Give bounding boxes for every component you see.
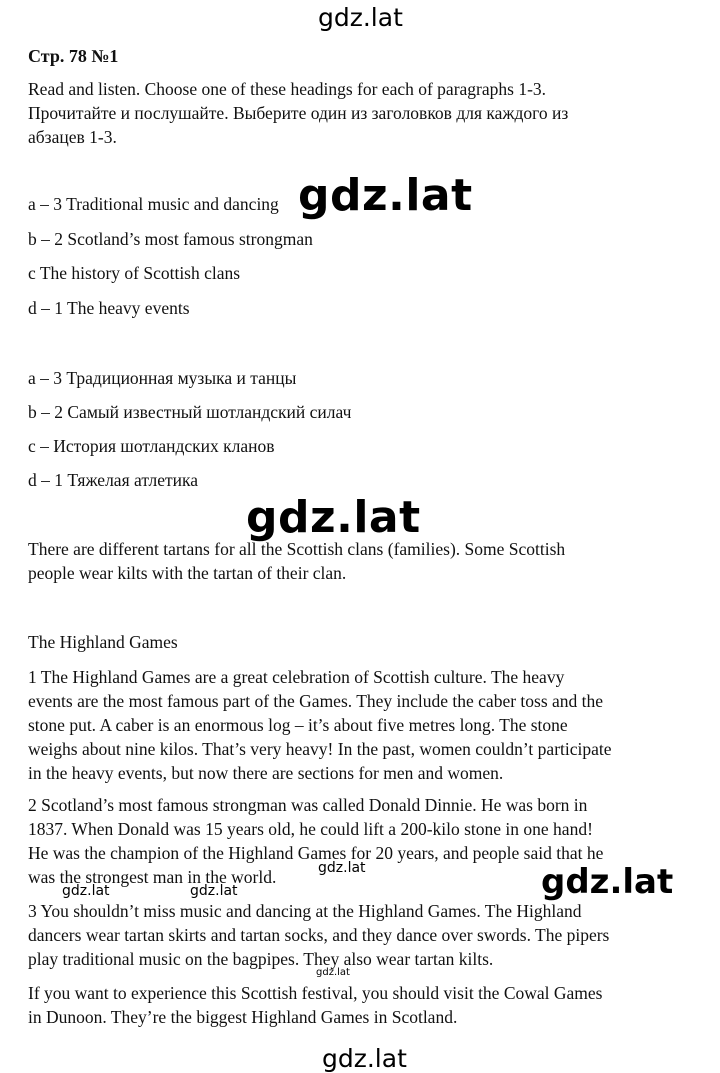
closing-paragraph xyxy=(28,981,602,1029)
paragraph-line: 2 Scotland’s most famous strongman was called Donald Dinnie. He was born in xyxy=(28,795,588,815)
paragraph-line: in the heavy events, but now there are sections for men and women. xyxy=(28,763,504,783)
instruction xyxy=(28,77,568,149)
paragraph-line: play traditional music on the bagpipes. They also wear tartan kilts. xyxy=(28,949,494,969)
watermark-small-3: gdz.lat xyxy=(190,883,238,899)
watermark-big-2: gdz.lat xyxy=(246,492,421,543)
watermark-small-1: gdz.lat xyxy=(318,860,366,876)
watermark-right: gdz.lat xyxy=(541,862,674,902)
answer-en-b: b – 2 Scotland’s most famous strongman xyxy=(28,229,313,249)
instruction-line: Прочитайте и послушайте. Выберите один из заголовков для каждого из xyxy=(28,103,569,123)
answer-ru-b: b – 2 Самый известный шотландский силач xyxy=(28,402,352,422)
tartan-line: people wear kilts with the tartan of their clan. xyxy=(28,563,347,583)
paragraph-line: dancers wear tartan skirts and tartan socks, and they dance over swords. The pipers xyxy=(28,925,610,945)
answer-ru-a: a – 3 Традиционная музыка и танцы xyxy=(28,368,297,388)
paragraph-line: weighs about nine kilos. That’s very heavy! In the past, women couldn’t participate xyxy=(28,739,612,759)
paragraph-line: 3 You shouldn’t miss music and dancing at the Highland Games. The Highland xyxy=(28,901,582,921)
watermark-top: gdz.lat xyxy=(318,3,403,32)
closing-line: If you want to experience this Scottish festival, you should visit the Cowal Games xyxy=(28,983,603,1003)
paragraph-line: He was the champion of the Highland Games for 20 years, and people said that he xyxy=(28,843,604,863)
tartan-paragraph xyxy=(28,537,565,585)
watermark-bottom: gdz.lat xyxy=(322,1044,407,1073)
paragraph-line: 1 The Highland Games are a great celebration of Scottish culture. The heavy xyxy=(28,667,565,687)
closing-line: in Dunoon. They’re the biggest Highland Games in Scotland. xyxy=(28,1007,458,1027)
article-title: The Highland Games xyxy=(28,632,178,652)
page-title: Стр. 78 №1 xyxy=(28,46,119,66)
paragraph-line: 1837. When Donald was 15 years old, he could lift a 200-kilo stone in one hand! xyxy=(28,819,593,839)
paragraph-2 xyxy=(28,793,603,889)
paragraph-line: stone put. A caber is an enormous log – it’s about five metres long. The stone xyxy=(28,715,568,735)
paragraph-line: events are the most famous part of the Games. They include the caber toss and the xyxy=(28,691,604,711)
paragraph-3 xyxy=(28,899,609,971)
answer-ru-d: d – 1 Тяжелая атлетика xyxy=(28,470,199,490)
instruction-line: Read and listen. Choose one of these headings for each of paragraphs 1-3. xyxy=(28,79,547,99)
watermark-tiny: gdz.lat xyxy=(316,967,350,978)
paragraph-1 xyxy=(28,665,612,785)
paragraph-line: was the strongest man in the world. xyxy=(28,867,277,887)
watermark-small-2: gdz.lat xyxy=(62,883,110,899)
answer-ru-c: c – История шотландских кланов xyxy=(28,436,275,456)
tartan-line: There are different tartans for all the Scottish clans (families). Some Scottish xyxy=(28,539,566,559)
instruction-line: абзацев 1-3. xyxy=(28,127,117,147)
watermark-big-1: gdz.lat xyxy=(298,170,473,221)
answer-en-d: d – 1 The heavy events xyxy=(28,298,190,318)
answer-en-c: c The history of Scottish clans xyxy=(28,263,241,283)
answer-en-a: a – 3 Traditional music and dancing xyxy=(28,194,279,214)
